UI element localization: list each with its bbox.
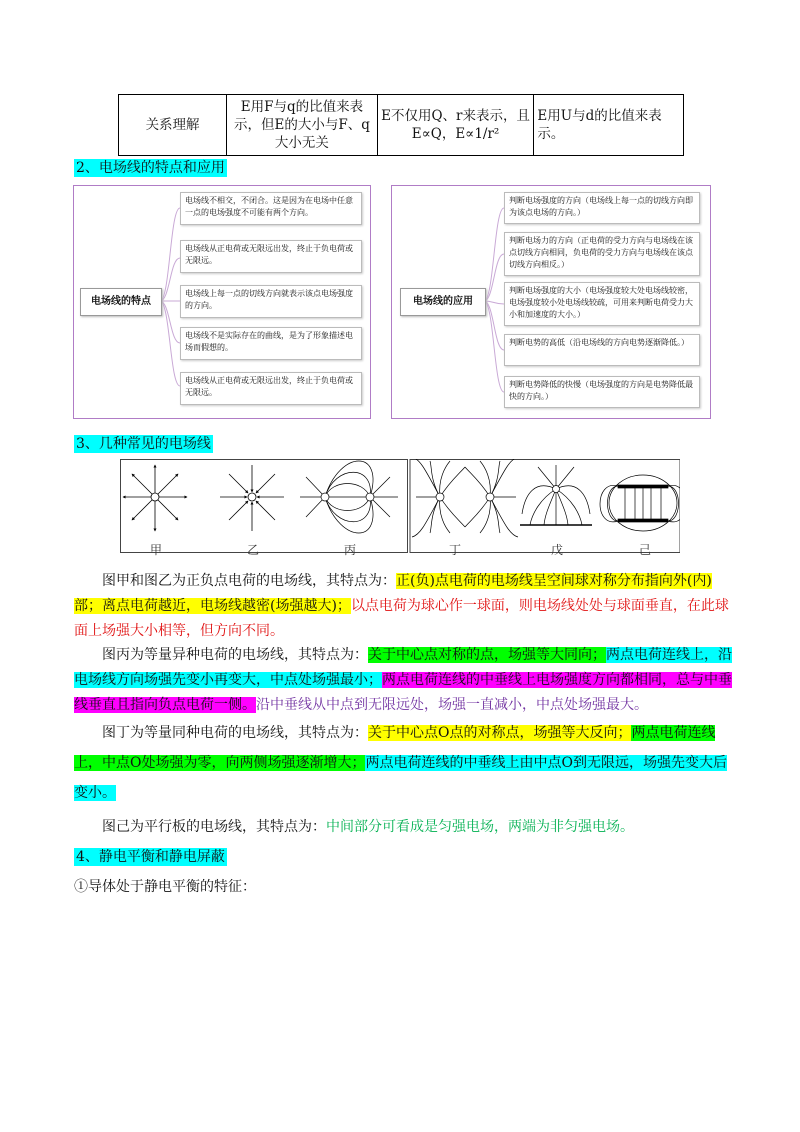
relation-table bbox=[118, 94, 684, 156]
para4-lead: 图己为平行板的电场线，其特点为： bbox=[102, 819, 326, 835]
para2-cyan: 两点电荷连线上，沿电场线方向场强先变小再变大，中点处场强最小； bbox=[74, 647, 732, 688]
section-heading-4: 4、静电平衡和静电屏蔽 bbox=[76, 849, 225, 865]
diagram-ding bbox=[412, 459, 518, 537]
figure-label: 甲 bbox=[150, 543, 163, 557]
cell-point-charge-line2: E∝Q，E∝1/r² bbox=[411, 126, 500, 142]
cell-point-charge-line1: E不仅用Q、r来表示，且 bbox=[381, 108, 530, 124]
diagram-yi bbox=[220, 465, 284, 531]
table-row bbox=[119, 95, 684, 156]
figure-label: 己 bbox=[639, 543, 652, 557]
mindmap-central-features: 电场线的特点 bbox=[80, 288, 162, 316]
figure-label: 丙 bbox=[344, 543, 357, 557]
mindmap-features bbox=[73, 185, 371, 419]
section-heading-3: 3、几种常见的电场线 bbox=[76, 436, 211, 452]
para2-magenta: 两点电荷连线的中垂线上电场强度方向都相同，总与中垂线垂直且指向负点电荷一侧。 bbox=[74, 672, 732, 713]
para1-highlight: 正(负)点电荷的电场线呈空间球对称分布指向外(内)部；离点电荷越近，电场线越密(场强越大)； bbox=[74, 573, 712, 614]
diagram-ji bbox=[600, 475, 680, 531]
cell-uniform-field: E用U与d的比值来表示。 bbox=[534, 95, 684, 156]
para2-green: 关于中心点对称的点，场强等大同向； bbox=[368, 647, 606, 663]
list-item: ①导体处于静电平衡的特征： bbox=[74, 879, 256, 895]
para3-yellow: 关于中心点O点的对称点，场强等大反向； bbox=[368, 725, 632, 741]
mindmap-leaf: 电场线从正电荷或无限远出发，终止于负电荷或无限远。 bbox=[180, 372, 362, 405]
section-heading-2: 2、电场线的特点和应用 bbox=[76, 160, 225, 176]
paragraph-opposite-charges bbox=[74, 643, 734, 718]
diagram-jia bbox=[123, 465, 187, 531]
row-label: 关系理解 bbox=[119, 95, 227, 156]
diagram-bing bbox=[300, 461, 398, 533]
para2-lead: 图丙为等量异种电荷的电场线，其特点为： bbox=[102, 647, 368, 663]
paragraph-like-charges bbox=[74, 718, 734, 808]
mindmap-leaf: 判断电场力的方向（正电荷的受力方向与电场线在该点切线方向相同，负电荷的受力方向与电场线在该点切线方向相反。） bbox=[504, 232, 700, 276]
mindmap-leaf: 判断电势的高低（沿电场线的方向电势逐渐降低。） bbox=[504, 334, 700, 366]
para3-lead: 图丁为等量同种电荷的电场线，其特点为： bbox=[102, 725, 368, 741]
para4-green: 中间部分可看成是匀强电场，两端为非匀强电场。 bbox=[326, 819, 634, 835]
figure-label: 乙 bbox=[247, 543, 260, 557]
diagram-wu bbox=[520, 465, 592, 525]
cell-definition: E用F与q的比值来表示，但E的大小与F、q大小无关 bbox=[227, 95, 378, 156]
mindmap-leaf: 判断电场强度的方向（电场线上每一点的切线方向即为该点电场的方向。） bbox=[504, 192, 700, 224]
mindmap-applications bbox=[391, 185, 711, 419]
mindmap-leaf: 判断电场强度的大小（电场强度较大处电场线较密，电场强度较小处电场线较疏，可用来判断电荷受力大小和加速度的大小。） bbox=[504, 282, 700, 326]
para3-cyan: 两点电荷连线的中垂线上由中点O到无限远，场强先变大后变小。 bbox=[74, 755, 727, 801]
mindmap-leaf: 电场线上每一点的切线方向就表示该点电场强度的方向。 bbox=[180, 285, 362, 318]
paragraph-point-charges bbox=[74, 569, 734, 644]
para3-green: 两点电荷连线上，中点O处场强为零，向两侧场强逐渐增大； bbox=[74, 725, 716, 771]
mindmap-leaf: 电场线不相交，不闭合。这是因为在电场中任意一点的电场强度不可能有两个方向。 bbox=[180, 192, 362, 225]
para1-lead: 图甲和图乙为正负点电荷的电场线，其特点为： bbox=[102, 573, 396, 589]
mindmap-central-applications: 电场线的应用 bbox=[400, 288, 486, 316]
para1-red: 以点电荷为球心作一球面，则电场线处处与球面垂直，在此球面上场强大小相等，但方向不同。 bbox=[74, 598, 729, 639]
mindmap-leaf: 电场线不是实际存在的曲线，是为了形象描述电场而假想的。 bbox=[180, 327, 362, 360]
mindmap-leaf: 电场线从正电荷或无限远出发，终止于负电荷或无限远。 bbox=[180, 240, 362, 273]
figure-label: 丁 bbox=[449, 543, 462, 557]
cell-point-charge bbox=[377, 95, 534, 156]
figure-label: 戊 bbox=[551, 543, 564, 557]
para2-purple: 沿中垂线从中点到无限远处，场强一直减小，中点处场强最大。 bbox=[256, 697, 648, 713]
mindmap-leaf: 判断电势降低的快慢（电场强度的方向是电势降低最快的方向。） bbox=[504, 376, 700, 408]
field-line-diagrams bbox=[120, 459, 680, 555]
paragraph-parallel-plates bbox=[74, 815, 734, 840]
